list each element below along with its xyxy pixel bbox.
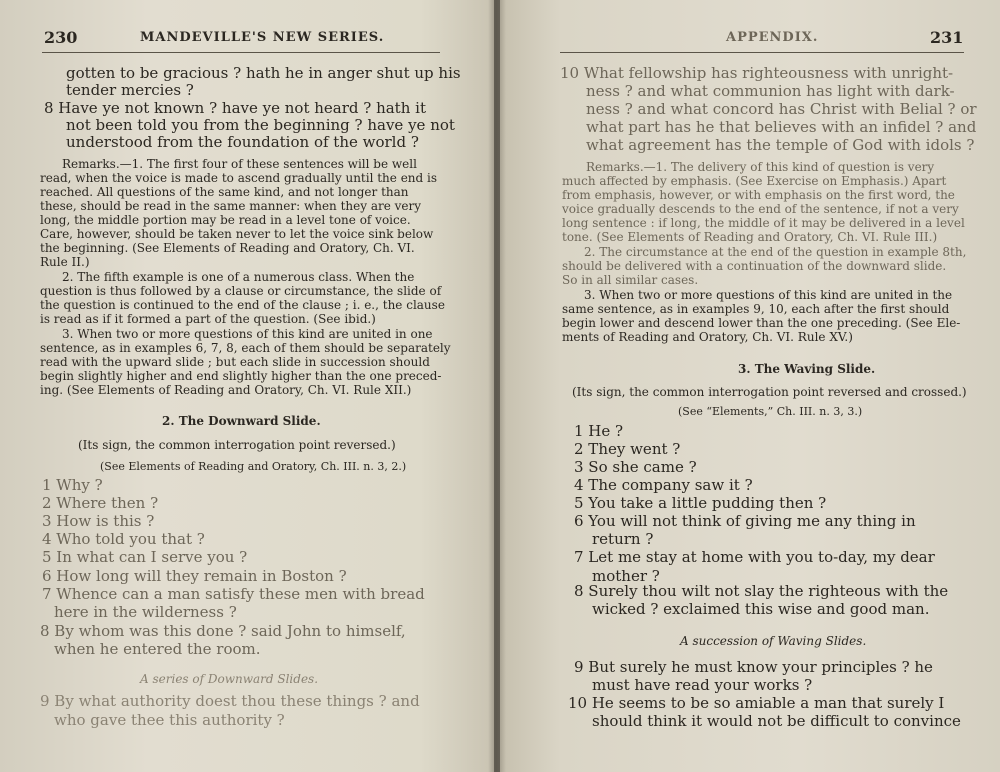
page-number: 231: [930, 28, 964, 47]
subsection-heading: A series of Downward Slides.: [140, 672, 319, 686]
example-line: 2 Where then ?: [42, 494, 159, 512]
remarks-line: read with the upward slide ; but each slide in succession should: [40, 355, 430, 369]
example-line: who gave thee this authority ?: [54, 711, 285, 729]
page-number: 230: [44, 28, 78, 47]
running-head: MANDEVILLE'S NEW SERIES.: [140, 30, 385, 45]
example-line: mother ?: [592, 567, 660, 585]
section-subtitle: (Its sign, the common interrogation point reversed.): [78, 438, 396, 452]
remarks-line: Care, however, should be taken never to let the voice sink below: [40, 227, 434, 241]
remarks-line: sentence, as in examples 6, 7, 8, each of them should be separately: [40, 341, 451, 355]
remarks-line: voice gradually descends to the end of the sentence, if not a very: [562, 202, 959, 216]
text-line: ness ? and what communion has light with dark-: [586, 82, 955, 100]
example-line: return ?: [592, 530, 654, 548]
remarks-line: read, when the voice is made to ascend gradually until the end is: [40, 171, 438, 185]
example-line: 8 Surely thou wilt not slay the righteous with the: [574, 582, 949, 600]
example-line: 1 Why ?: [42, 476, 103, 494]
left-page: [0, 0, 494, 772]
example-line: 7 Let me stay at home with you to-day, my dear: [574, 548, 935, 566]
remarks-line: these, should be read in the same manner: when they are very: [40, 199, 422, 213]
remarks-line: ing. (See Elements of Reading and Oratory, Ch. VI. Rule XII.): [40, 383, 412, 397]
text-line: understood from the foundation of the world ?: [66, 133, 419, 151]
remarks-line: long sentence : if long, the middle of it may be delivered in a level: [562, 216, 965, 230]
remarks-line: question is thus followed by a clause or circumstance, the slide of: [40, 284, 442, 298]
remarks-line: 2. The fifth example is one of a numerous class. When the: [62, 270, 415, 284]
remarks-line: So in all similar cases.: [562, 273, 699, 287]
remarks-line: much affected by emphasis. (See Exercise on Emphasis.) Apart: [562, 174, 947, 188]
remarks-line: is read as if it formed a part of the question. (See ibid.): [40, 312, 376, 326]
example-line: 9 But surely he must know your principles ? he: [574, 658, 933, 676]
example-line: 8 By whom was this done ? said John to himself,: [40, 622, 406, 640]
remarks-line: Rule II.): [40, 255, 90, 269]
text-line: 8 Have ye not known ? have ye not heard ? hath it: [44, 99, 426, 117]
example-line: here in the wilderness ?: [54, 603, 237, 621]
subsection-heading: A succession of Waving Slides.: [680, 634, 867, 648]
remarks-line: begin lower and descend lower than the one preceding. (See Ele-: [562, 316, 961, 330]
example-line: 5 You take a little pudding then ?: [574, 494, 827, 512]
running-head: APPENDIX.: [726, 30, 819, 45]
text-line: tender mercies ?: [66, 81, 194, 99]
example-line: 2 They went ?: [574, 440, 681, 458]
example-line: 4 Who told you that ?: [42, 530, 205, 548]
remarks-line: 3. When two or more questions of this kind are united in one: [62, 327, 433, 341]
remarks-line: reached. All questions of the same kind, and not longer than: [40, 185, 409, 199]
example-line: 1 He ?: [574, 422, 624, 440]
remarks-line: Remarks.—1. The first four of these sentences will be well: [62, 157, 417, 171]
section-reference: (See “Elements,” Ch. III. n. 3, 3.): [678, 405, 863, 418]
example-line: should think it would not be difficult to convince: [592, 712, 961, 730]
remarks-line: 2. The circumstance at the end of the question in example 8th,: [584, 245, 967, 259]
text-line: what part has he that believes with an infidel ? and: [586, 118, 977, 136]
header-rule: [560, 52, 964, 53]
remarks-line: ments of Reading and Oratory, Ch. VI. Rule XV.): [562, 330, 853, 344]
example-line: 6 How long will they remain in Boston ?: [42, 567, 347, 585]
example-line: 7 Whence can a man satisfy these men with bread: [42, 585, 425, 603]
text-line: gotten to be gracious ? hath he in anger shut up his: [66, 64, 461, 82]
example-line: 9 By what authority doest thou these things ? and: [40, 692, 420, 710]
remarks-line: should be delivered with a continuation of the downward slide.: [562, 259, 947, 273]
remarks-line: the question is continued to the end of the clause ; i. e., the clause: [40, 298, 445, 312]
header-rule: [42, 52, 440, 53]
remarks-line: tone. (See Elements of Reading and Oratory, Ch. VI. Rule III.): [562, 230, 938, 244]
text-line: 10 What fellowship has righteousness with unright-: [560, 64, 954, 82]
example-line: 5 In what can I serve you ?: [42, 548, 248, 566]
section-subtitle: (Its sign, the common interrogation point reversed and crossed.): [572, 385, 967, 399]
remarks-line: Remarks.—1. The delivery of this kind of question is very: [586, 160, 935, 174]
example-line: 10 He seems to be so amiable a man that surely I: [568, 694, 945, 712]
text-line: not been told you from the beginning ? have ye not: [66, 116, 455, 134]
example-line: 3 How is this ?: [42, 512, 155, 530]
text-line: ness ? and what concord has Christ with Belial ? or: [586, 100, 977, 118]
remarks-line: long, the middle portion may be read in a level tone of voice.: [40, 213, 411, 227]
section-heading: 2. The Downward Slide.: [162, 414, 321, 428]
right-page: [500, 0, 1000, 772]
section-reference: (See Elements of Reading and Oratory, Ch. III. n. 3, 2.): [100, 460, 407, 473]
text-line: what agreement has the temple of God with idols ?: [586, 136, 975, 154]
example-line: 3 So she came ?: [574, 458, 697, 476]
section-heading: 3. The Waving Slide.: [738, 362, 876, 376]
remarks-line: the beginning. (See Elements of Reading and Oratory, Ch. VI.: [40, 241, 415, 255]
remarks-line: 3. When two or more questions of this kind are united in the: [584, 288, 953, 302]
remarks-line: begin slightly higher and end slightly higher than the one preced-: [40, 369, 442, 383]
example-line: wicked ? exclaimed this wise and good man.: [592, 600, 930, 618]
remarks-line: from emphasis, however, or with emphasis on the first word, the: [562, 188, 955, 202]
remarks-line: same sentence, as in examples 9, 10, each after the first should: [562, 302, 950, 316]
example-line: 6 You will not think of giving me any thing in: [574, 512, 916, 530]
example-line: 4 The company saw it ?: [574, 476, 753, 494]
example-line: when he entered the room.: [54, 640, 261, 658]
book-gutter: [488, 0, 506, 772]
example-line: must have read your works ?: [592, 676, 813, 694]
